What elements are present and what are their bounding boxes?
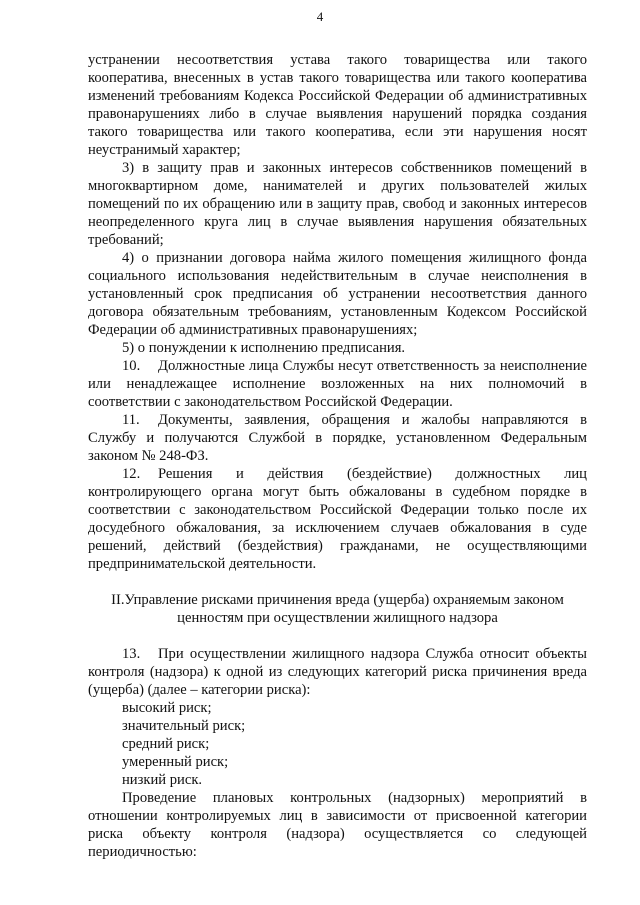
paragraph-number: 10. xyxy=(122,358,141,374)
paragraph-10 xyxy=(88,357,587,411)
paragraph-item-3: 3) в защиту прав и законных интересов собственников помещений в многоквартирном доме, нанимателей и других пользователей жилых помещений по их обращению или в защиту прав, свобод и законных интересов неопределенного круга лиц в случае выявления нарушения обязательных требований; xyxy=(88,160,587,248)
paragraph-item-4: 4) о признании договора найма жилого помещения жилищного фонда социального использования недействительным в случае неисполнения в установленный срок предписания об устранении несоответствия данного договора обязательным требованиям, установленным Кодексом Российской Федерации об административных правонарушениях; xyxy=(88,250,587,338)
paragraph-text: Должностные лица Службы несут ответственность за неисполнение или ненадлежащее исполнение возложенных на них полномочий в соответствии с законодательством Российской Федерации. xyxy=(88,358,587,410)
spacer xyxy=(88,573,587,591)
risk-list-item: высокий риск; xyxy=(122,700,212,716)
risk-list-item: средний риск; xyxy=(122,736,210,752)
risk-list-item: умеренный риск; xyxy=(122,754,229,770)
paragraph-12 xyxy=(88,465,587,573)
paragraph-periodicity: Проведение плановых контрольных (надзорных) мероприятий в отношении контролируемых лиц в зависимости от присвоенной категории риска объекту контроля (надзора) осуществляется со следующей периодичностью: xyxy=(88,790,587,860)
document-body xyxy=(88,51,587,861)
paragraph-number: 13. xyxy=(122,646,141,662)
paragraph-13 xyxy=(88,645,587,699)
section-heading-line-1: II.Управление рисками причинения вреда (ущерба) охраняемым законом xyxy=(111,592,564,608)
risk-list-item: значительный риск; xyxy=(122,718,246,734)
paragraph-text: Документы, заявления, обращения и жалобы направляются в Службу и получаются Службой в порядке, установленном Федеральным законом № 248-ФЗ. xyxy=(88,412,587,464)
page-number: 4 xyxy=(316,9,324,24)
paragraph-item-5: 5) о понуждении к исполнению предписания. xyxy=(122,340,406,356)
paragraph-text: Решения и действия (бездействие) должностных лиц контролирующего органа могут быть обжалованы в судебном порядке в соответствии с законодательством Российской Федерации только после их досудебного обжалования, за исключением случаев обжалования в суде решений, действий (бездействия) гражданами, не осуществляющими предпринимательской деятельности. xyxy=(88,466,587,572)
section-heading-line-2: ценностям при осуществлении жилищного надзора xyxy=(177,610,498,626)
paragraph-text: При осуществлении жилищного надзора Служба относит объекты контроля (надзора) к одной из следующих категорий риска причинения вреда (ущерба) (далее – категории риска): xyxy=(88,646,587,698)
paragraph-11 xyxy=(88,411,587,465)
paragraph-number: 11. xyxy=(122,412,140,428)
paragraph-continuation: устранении несоответствия устава такого товарищества или такого кооператива, внесенных в устав такого товарищества или такого кооператива изменений требованиям Кодекса Российской Федерации об административных правонарушениях либо в случае выявления нарушений порядка создания такого товарищества или такого кооператива, если эти нарушения носят неустранимый характер; xyxy=(88,52,587,158)
paragraph-number: 12. xyxy=(122,466,141,482)
risk-list-item: низкий риск. xyxy=(122,772,203,788)
spacer xyxy=(88,627,587,645)
